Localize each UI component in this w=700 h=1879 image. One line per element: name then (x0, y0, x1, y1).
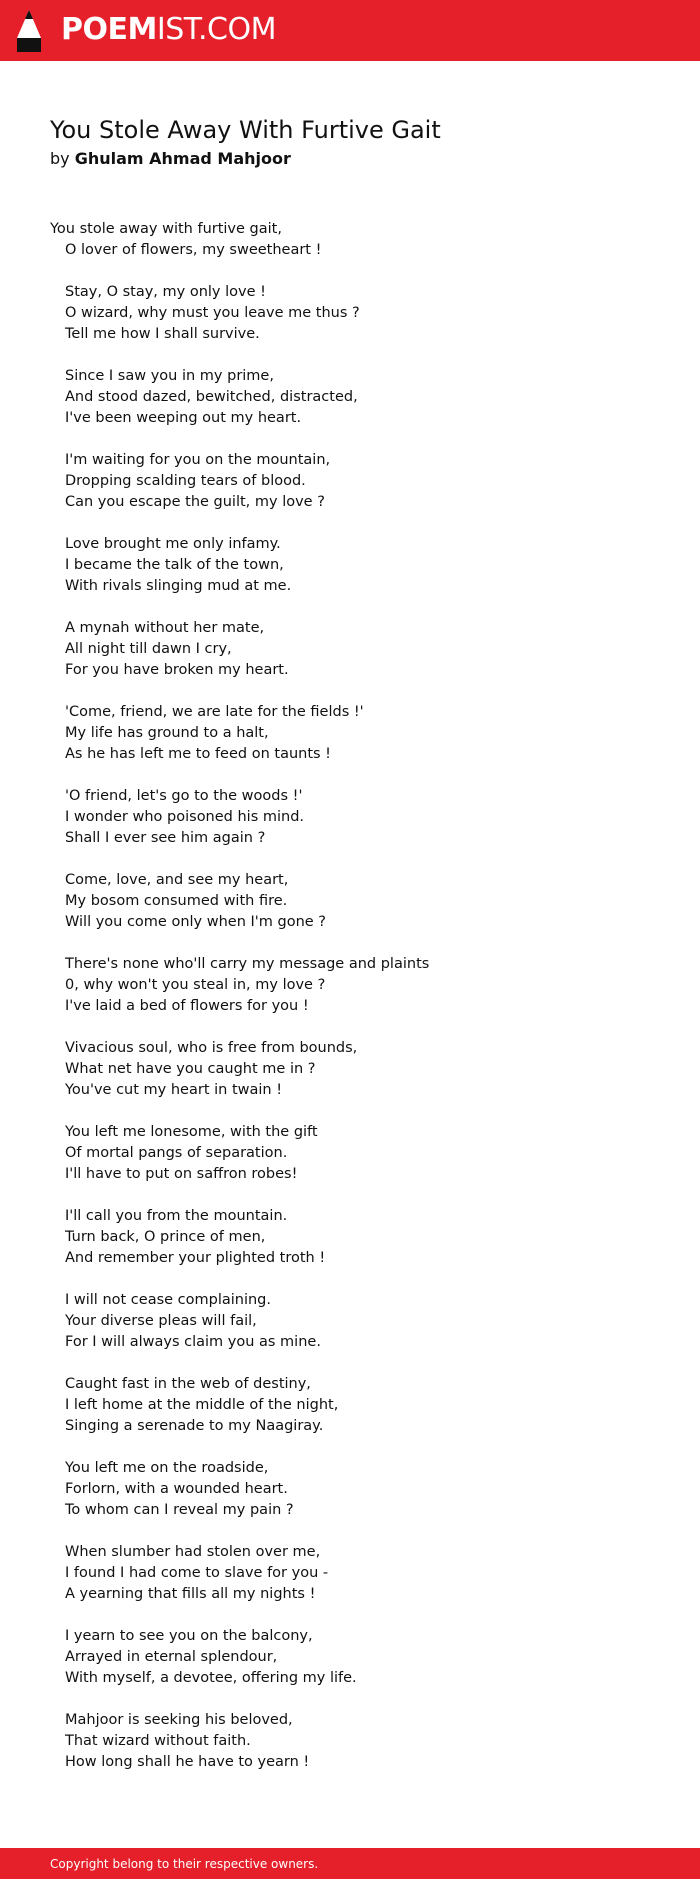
poem-line: I've laid a bed of flowers for you ! (65, 998, 309, 1014)
poem-author: Ghulam Ahmad Mahjoor (74, 149, 291, 168)
poem-line: O wizard, why must you leave me thus ? (65, 305, 360, 321)
poem-line: 'O friend, let's go to the woods !' (65, 788, 303, 804)
poem-stanza (50, 450, 670, 513)
poem-title: You Stole Away With Furtive Gait (50, 116, 441, 144)
poem-line: And remember your plighted troth ! (65, 1250, 326, 1266)
copyright-notice: Copyright belong to their respective owners. (50, 1857, 319, 1871)
poem-line: Tell me how I shall survive. (65, 326, 260, 342)
poem-line: Love brought me only infamy. (65, 536, 281, 552)
poem-line: Since I saw you in my prime, (65, 368, 274, 384)
poem-line: Mahjoor is seeking his beloved, (65, 1712, 293, 1728)
site-footer (0, 1848, 700, 1879)
poem-line: There's none who'll carry my message and plaints (65, 956, 430, 972)
poem-stanza (50, 786, 670, 849)
byline (50, 147, 291, 171)
poem-line: Can you escape the guilt, my love ? (65, 494, 325, 510)
poem-line: For you have broken my heart. (65, 662, 289, 678)
poem-line: I'll call you from the mountain. (65, 1208, 288, 1224)
poem-line: And stood dazed, bewitched, distracted, (65, 389, 358, 405)
poem-line: I've been weeping out my heart. (65, 410, 302, 426)
poem-stanza (50, 1206, 670, 1269)
poem-stanza (50, 702, 670, 765)
poem-line: With rivals slinging mud at me. (65, 578, 292, 594)
poem-line: With myself, a devotee, offering my life. (65, 1670, 357, 1686)
poem-line: You stole away with furtive gait, (50, 221, 282, 237)
poem-stanza (50, 870, 670, 933)
poem-line: Singing a serenade to my Naagiray. (65, 1418, 324, 1434)
poem-line: I will not cease complaining. (65, 1292, 271, 1308)
poem-line: Will you come only when I'm gone ? (65, 914, 326, 930)
poem-line: You've cut my heart in twain ! (65, 1082, 283, 1098)
poem-line: Your diverse pleas will fail, (65, 1313, 257, 1329)
poem-stanza (50, 954, 670, 1017)
poem-stanza (50, 219, 670, 261)
poem-line: A mynah without her mate, (65, 620, 265, 636)
poem-line: All night till dawn I cry, (65, 641, 232, 657)
poem-stanza (50, 1458, 670, 1521)
poem-stanza (50, 1710, 670, 1773)
site-header (0, 0, 700, 61)
poem-line: 0, why won't you steal in, my love ? (65, 977, 326, 993)
poem-line: I left home at the middle of the night, (65, 1397, 339, 1413)
site-logo[interactable] (61, 11, 276, 49)
poem-body (50, 219, 670, 1794)
poem-line: Arrayed in eternal splendour, (65, 1649, 278, 1665)
poem-line: When slumber had stolen over me, (65, 1544, 321, 1560)
poem-line: You left me lonesome, with the gift (65, 1124, 318, 1140)
logo-bold: POEM (61, 12, 157, 47)
poem-line: A yearning that fills all my nights ! (65, 1586, 316, 1602)
poem-line: Forlorn, with a wounded heart. (65, 1481, 288, 1497)
poem-line: Dropping scalding tears of blood. (65, 473, 306, 489)
poem-stanza (50, 618, 670, 681)
poem-line: Stay, O stay, my only love ! (65, 284, 266, 300)
poem-stanza (50, 366, 670, 429)
poem-stanza (50, 1038, 670, 1101)
poem-stanza (50, 534, 670, 597)
poem-stanza (50, 1374, 670, 1437)
poem-stanza (50, 1626, 670, 1689)
poem-line: Caught fast in the web of destiny, (65, 1376, 311, 1392)
poem-line: As he has left me to feed on taunts ! (65, 746, 331, 762)
poem-stanza (50, 1122, 670, 1185)
poem-stanza (50, 1290, 670, 1353)
poem-line: I'm waiting for you on the mountain, (65, 452, 331, 468)
pencil-icon[interactable] (15, 8, 43, 54)
poem-line: I found I had come to slave for you - (65, 1565, 329, 1581)
poem-line: Of mortal pangs of separation. (65, 1145, 288, 1161)
poem-line: I yearn to see you on the balcony, (65, 1628, 313, 1644)
poem-line: I became the talk of the town, (65, 557, 284, 573)
poem-line: Shall I ever see him again ? (65, 830, 266, 846)
poem-line: To whom can I reveal my pain ? (65, 1502, 294, 1518)
logo-thin: IST.COM (156, 12, 276, 47)
poem-line: For I will always claim you as mine. (65, 1334, 321, 1350)
poem-line: 'Come, friend, we are late for the fields !' (65, 704, 364, 720)
poem-line: Come, love, and see my heart, (65, 872, 289, 888)
poem-line: My bosom consumed with fire. (65, 893, 288, 909)
poem-line: What net have you caught me in ? (65, 1061, 316, 1077)
poem-line: How long shall he have to yearn ! (65, 1754, 310, 1770)
by-label: by (50, 149, 70, 168)
poem-line: You left me on the roadside, (65, 1460, 269, 1476)
poem-line: I'll have to put on saffron robes! (65, 1166, 298, 1182)
poem-line: Vivacious soul, who is free from bounds, (65, 1040, 358, 1056)
poem-line: O lover of flowers, my sweetheart ! (65, 242, 322, 258)
poem-line: That wizard without faith. (65, 1733, 251, 1749)
poem-stanza (50, 282, 670, 345)
poem-line: I wonder who poisoned his mind. (65, 809, 305, 825)
poem-stanza (50, 1542, 670, 1605)
poem-line: My life has ground to a halt, (65, 725, 269, 741)
poem-line: Turn back, O prince of men, (65, 1229, 266, 1245)
